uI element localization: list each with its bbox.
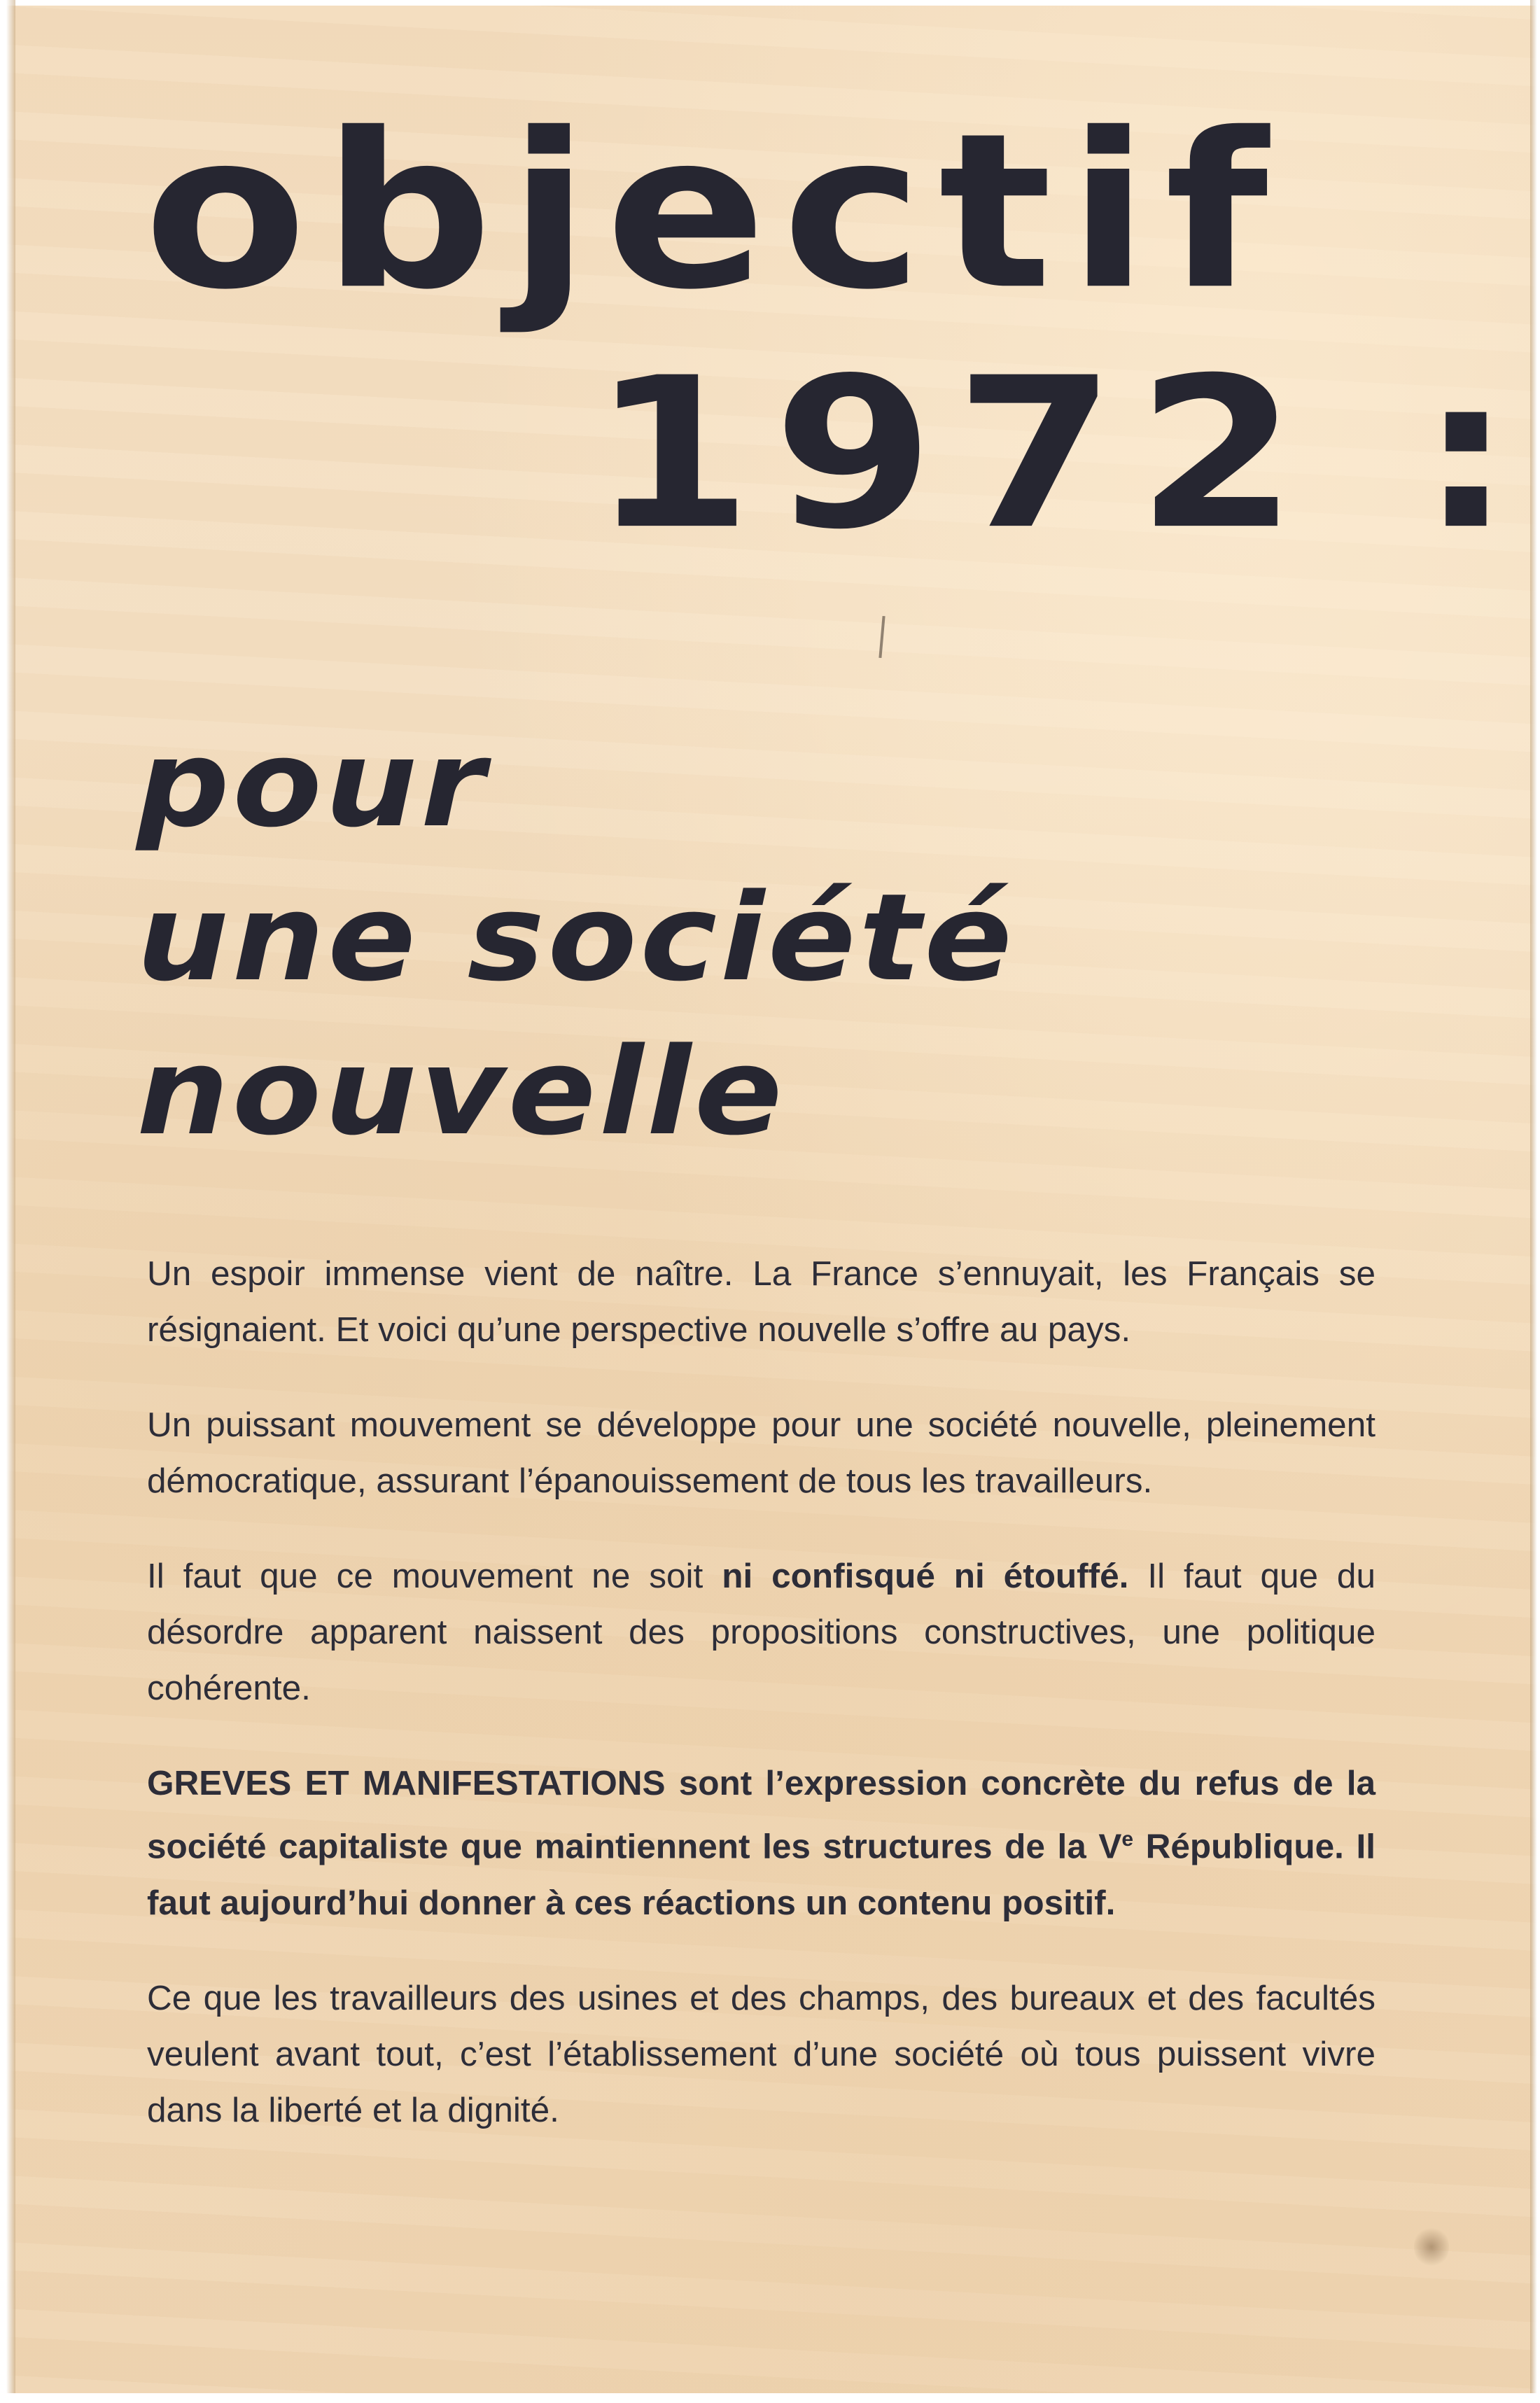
paragraph-5: Ce que les travailleurs des usines et des champs, des bureaux et des facultés veulent avant tout, c’est l’établissement d’une société où tous puissent vivre dans la liberté et la dignité. [147, 1978, 1376, 2129]
paper-stain [1414, 2226, 1449, 2268]
body-text [147, 1246, 1376, 2178]
paragraph-4-start: GREVES ET MANIFESTATIONS sont l’expression concrète du refus de la société capitaliste que maintiennent les structures de la V [147, 1764, 1376, 1866]
paragraph-3 [147, 1548, 1376, 1716]
headline-line-year: 1972 : [592, 332, 1534, 575]
headline-line-objectif: objectif [144, 87, 1284, 337]
paragraph-3-end: Il faut que du désordre apparent naissent des propositions constructives, une politique cohérente. [147, 1557, 1376, 1707]
paper-speck [878, 616, 885, 658]
subtitle-line-pour: pour [136, 713, 488, 854]
paper-edge-left [0, 0, 15, 2403]
paragraph-1: Un espoir immense vient de naître. La France s’ennuyait, les Français se résignaient. Et voici qu’une perspective nouvelle s’offre au pays. [147, 1254, 1376, 1349]
paper-edge-top [0, 0, 1540, 6]
paragraph-2: Un puissant mouvement se développe pour une société nouvelle, pleinement démocratique, assurant l’épanouissement de tous les travailleurs. [147, 1406, 1376, 1500]
paper-edge-bottom [0, 2393, 1540, 2403]
paragraph-4 [147, 1756, 1376, 1931]
paragraph-3-start: Il faut que ce mouvement ne soit [147, 1557, 722, 1595]
subtitle [136, 707, 1396, 1169]
paragraph-4-end: République. Il faut aujourd’hui donner à ces réactions un contenu positif. [147, 1827, 1376, 1922]
subtitle-line-societe: une société [136, 867, 1016, 1008]
paragraph-4-superscript: e [1121, 1828, 1134, 1851]
subtitle-line-nouvelle: nouvelle [136, 1021, 786, 1162]
headline [144, 87, 1534, 575]
paragraph-3-emphasis: ni confisqué ni étouffé. [722, 1557, 1129, 1595]
